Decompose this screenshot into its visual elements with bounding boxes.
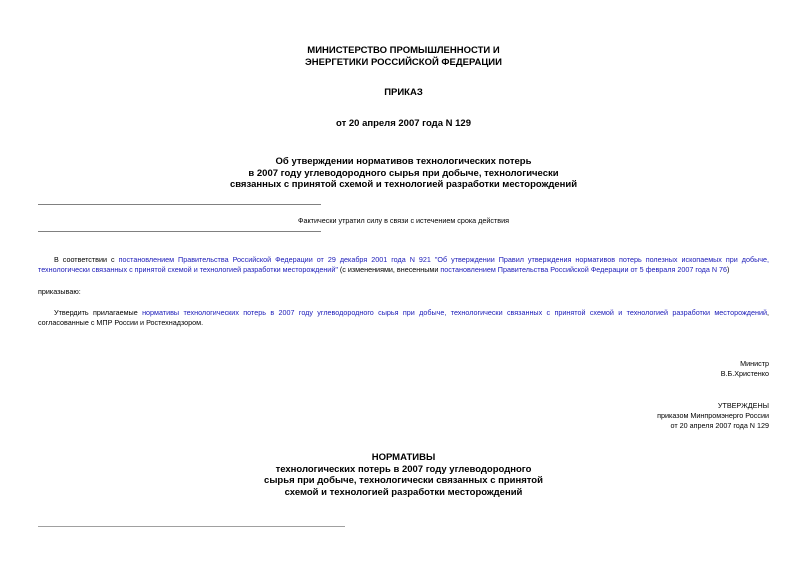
annex-title-line-3: сырья при добыче, технологически связанных с принятой — [264, 475, 543, 486]
annex-title-line-2: технологических потерь в 2007 году углеводородного — [275, 463, 532, 475]
order-word: приказываю: — [38, 287, 81, 296]
approve-text-2: , согласованные с МПР России и Ростехнадзором. — [38, 308, 770, 327]
signature-name: В.Б.Христенко — [720, 369, 769, 378]
annex-divider — [38, 526, 345, 527]
preamble-text-2: (с изменениями, внесенными — [337, 265, 441, 274]
divider-top — [38, 204, 321, 205]
divider-bottom — [38, 231, 321, 232]
preamble-paragraph — [38, 255, 769, 275]
approval-stamp — [0, 401, 769, 431]
approve-paragraph — [38, 308, 769, 328]
approve-text-1: Утвердить прилагаемые — [54, 308, 143, 317]
approval-line-1: УТВЕРЖДЕНЫ — [717, 401, 769, 410]
doc-type: ПРИКАЗ — [384, 87, 423, 98]
approval-line-2: приказом Минпромэнерго России — [657, 411, 769, 420]
approval-line-3: от 20 апреля 2007 года N 129 — [670, 421, 769, 430]
signature-block — [0, 359, 769, 379]
ministry-line-2: ЭНЕРГЕТИКИ РОССИЙСКОЙ ФЕДЕРАЦИИ — [305, 57, 502, 68]
preamble-text-1: В соответствии с — [54, 255, 119, 264]
preamble-text-3: ) — [727, 265, 730, 274]
doc-date-number: от 20 апреля 2007 года N 129 — [336, 118, 471, 129]
norms-link[interactable]: нормативы технологических потерь в 2007 году углеводородного сырья при добыче, технологически связанных с принятой схемой и технологией разработки месторождений — [142, 308, 768, 317]
doc-title-line-1: Об утверждении нормативов технологических потерь — [275, 156, 532, 167]
status-note: Фактически утратил силу в связи с истечением срока действия — [298, 216, 509, 225]
doc-title-line-2: в 2007 году углеводородного сырья при добыче, технологически — [248, 167, 559, 179]
annex-title-line-1: НОРМАТИВЫ — [371, 452, 436, 463]
signature-position: Министр — [740, 359, 769, 368]
ministry-line-1: МИНИСТЕРСТВО ПРОМЫШЛЕННОСТИ И — [307, 45, 500, 56]
doc-title-line-3: связанных с принятой схемой и технологией разработки месторождений — [229, 179, 578, 190]
resolution-76-link[interactable]: постановлением Правительства Российской Федерации от 5 февраля 2007 года N 76 — [440, 265, 728, 274]
doc-title — [0, 156, 807, 191]
annex-title-line-4: схемой и технологией разработки месторождений — [284, 486, 523, 498]
annex-title — [0, 452, 807, 498]
ministry-header — [0, 45, 807, 69]
resolution-921-link[interactable]: постановлением Правительства Российской Федерации от 29 декабря 2001 года N 921 "Об утверждении Правил утверждения нормативов потерь полезных ископаемых при добыче, технологически связанных с принятой схемой и технологией разработки месторождений" — [38, 255, 770, 274]
